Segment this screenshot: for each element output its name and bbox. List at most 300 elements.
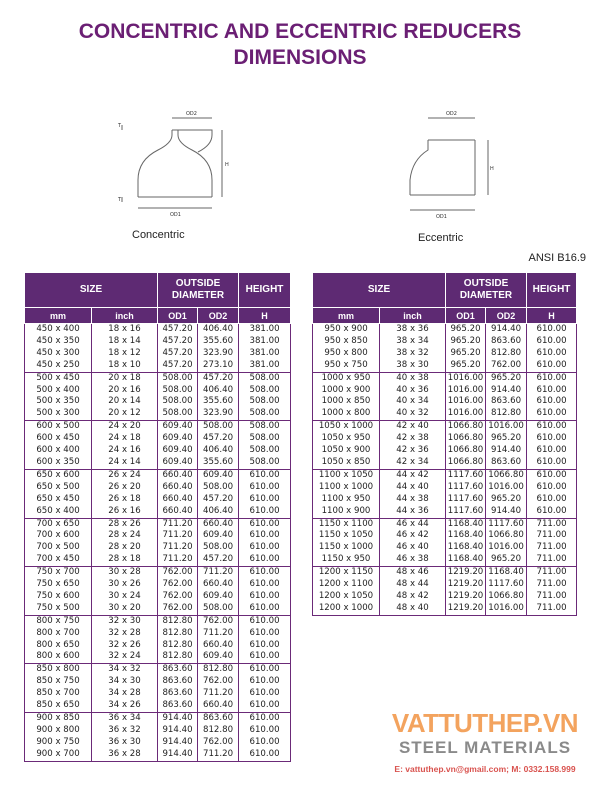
table-row (25, 457, 291, 469)
size-inch-cell: 48 x 40 (380, 603, 446, 615)
od2-cell: 508.00 (198, 603, 239, 615)
size-mm-cell: 1050 x 1000 (313, 421, 380, 433)
table-row (25, 713, 291, 725)
table-row (25, 567, 291, 579)
height-cell: 610.00 (527, 408, 577, 420)
size-inch-cell: 28 x 24 (92, 530, 158, 542)
logo-name: VATTUTHEP.VN (391, 708, 579, 738)
od1-cell: 762.00 (158, 579, 198, 591)
h-header: H (239, 308, 291, 324)
height-cell: 610.00 (239, 664, 291, 676)
table-row (25, 494, 291, 506)
od2-cell: 965.20 (486, 433, 527, 445)
eccentric-h-label: H (490, 166, 494, 172)
size-inch-cell: 24 x 18 (92, 433, 158, 445)
height-cell: 610.00 (239, 554, 291, 566)
table-row (25, 360, 291, 372)
od2-cell: 965.20 (486, 554, 527, 566)
size-inch-cell: 34 x 32 (92, 664, 158, 676)
od1-cell: 965.20 (446, 336, 486, 348)
height-cell: 610.00 (527, 494, 577, 506)
height-cell: 508.00 (239, 433, 291, 445)
table-row (313, 324, 577, 336)
height-cell: 610.00 (527, 469, 577, 481)
height-cell: 610.00 (239, 579, 291, 591)
size-inch-cell: 44 x 40 (380, 482, 446, 494)
size-inch-cell: 38 x 36 (380, 324, 446, 336)
size-mm-cell: 750 x 700 (25, 567, 92, 579)
size-inch-cell: 24 x 16 (92, 445, 158, 457)
height-cell: 610.00 (239, 482, 291, 494)
table-row (25, 676, 291, 688)
concentric-t-label-bottom: T (118, 197, 122, 203)
mm-header: mm (313, 308, 380, 324)
size-inch-cell: 20 x 12 (92, 408, 158, 420)
eccentric-caption: Eccentric (418, 232, 464, 244)
table-row (313, 579, 577, 591)
table-row (25, 591, 291, 603)
size-mm-cell: 650 x 500 (25, 482, 92, 494)
table-row (313, 433, 577, 445)
od2-cell: 457.20 (198, 372, 239, 384)
size-mm-cell: 600 x 450 (25, 433, 92, 445)
od1-cell: 1016.00 (446, 408, 486, 420)
od1-cell: 457.20 (158, 348, 198, 360)
table-row (313, 506, 577, 518)
size-inch-cell: 26 x 18 (92, 494, 158, 506)
mm-header: mm (25, 308, 92, 324)
table-row (25, 542, 291, 554)
size-inch-cell: 28 x 26 (92, 518, 158, 530)
height-cell: 610.00 (239, 506, 291, 518)
size-inch-cell: 28 x 20 (92, 542, 158, 554)
size-inch-cell: 20 x 16 (92, 385, 158, 397)
od2-cell: 1066.80 (486, 591, 527, 603)
inch-header: inch (380, 308, 446, 324)
height-cell: 610.00 (239, 542, 291, 554)
size-mm-cell: 1150 x 950 (313, 554, 380, 566)
size-mm-cell: 450 x 400 (25, 324, 92, 336)
od2-cell: 1066.80 (486, 469, 527, 481)
table-row (313, 530, 577, 542)
od1-cell: 660.40 (158, 494, 198, 506)
height-cell: 610.00 (527, 482, 577, 494)
od2-cell: 711.20 (198, 628, 239, 640)
od1-cell: 863.60 (158, 700, 198, 712)
table-row (25, 385, 291, 397)
height-cell: 610.00 (527, 396, 577, 408)
od2-cell: 812.80 (198, 725, 239, 737)
table-row (25, 348, 291, 360)
table-row (25, 469, 291, 481)
od1-cell: 812.80 (158, 651, 198, 663)
size-mm-cell: 450 x 350 (25, 336, 92, 348)
height-cell: 610.00 (527, 336, 577, 348)
height-cell: 711.00 (527, 530, 577, 542)
od2-cell: 609.40 (198, 530, 239, 542)
size-inch-cell: 44 x 36 (380, 506, 446, 518)
od2-cell: 863.60 (486, 396, 527, 408)
height-cell: 610.00 (239, 518, 291, 530)
size-inch-cell: 40 x 34 (380, 396, 446, 408)
height-cell: 610.00 (527, 457, 577, 469)
od1-cell: 1219.20 (446, 603, 486, 615)
size-mm-cell: 700 x 600 (25, 530, 92, 542)
logo-contact: E: vattuthep.vn@gmail.com; M: 0332.158.999 (394, 764, 576, 774)
height-cell: 508.00 (239, 421, 291, 433)
table-row (25, 482, 291, 494)
size-mm-cell: 900 x 700 (25, 749, 92, 761)
height-cell: 610.00 (239, 749, 291, 761)
size-inch-cell: 48 x 44 (380, 579, 446, 591)
size-mm-cell: 650 x 400 (25, 506, 92, 518)
od2-cell: 1016.00 (486, 421, 527, 433)
od2-cell: 1117.60 (486, 518, 527, 530)
od2-cell: 355.60 (198, 457, 239, 469)
od1-cell: 508.00 (158, 396, 198, 408)
size-inch-cell: 32 x 30 (92, 615, 158, 627)
height-cell: 610.00 (239, 725, 291, 737)
od2-cell: 660.40 (198, 518, 239, 530)
size-inch-cell: 36 x 28 (92, 749, 158, 761)
height-cell: 711.00 (527, 603, 577, 615)
table-row (313, 603, 577, 615)
size-mm-cell: 1100 x 1050 (313, 469, 380, 481)
od2-cell: 863.60 (486, 336, 527, 348)
od1-cell: 609.40 (158, 457, 198, 469)
height-cell: 381.00 (239, 324, 291, 336)
od1-cell: 457.20 (158, 324, 198, 336)
watermark-logo (374, 708, 596, 782)
height-cell: 381.00 (239, 348, 291, 360)
size-mm-cell: 600 x 500 (25, 421, 92, 433)
od1-cell: 660.40 (158, 482, 198, 494)
height-cell: 711.00 (527, 518, 577, 530)
table-row (25, 396, 291, 408)
od1-cell: 609.40 (158, 433, 198, 445)
size-mm-cell: 650 x 600 (25, 469, 92, 481)
size-mm-cell: 450 x 250 (25, 360, 92, 372)
table-row (25, 664, 291, 676)
height-cell: 711.00 (527, 554, 577, 566)
height-cell: 610.00 (239, 688, 291, 700)
table-row (25, 433, 291, 445)
size-mm-cell: 700 x 450 (25, 554, 92, 566)
size-inch-cell: 34 x 28 (92, 688, 158, 700)
size-inch-cell: 42 x 40 (380, 421, 446, 433)
size-mm-cell: 700 x 650 (25, 518, 92, 530)
height-cell: 610.00 (239, 651, 291, 663)
table-row (313, 494, 577, 506)
table-row (313, 385, 577, 397)
logo-subtitle: STEEL MATERIALS (398, 738, 572, 757)
size-inch-cell: 26 x 20 (92, 482, 158, 494)
od1-cell: 863.60 (158, 676, 198, 688)
concentric-h-label: H (225, 162, 229, 168)
od1-cell: 1219.20 (446, 579, 486, 591)
height-cell: 610.00 (527, 385, 577, 397)
size-inch-cell: 40 x 38 (380, 372, 446, 384)
size-mm-cell: 500 x 400 (25, 385, 92, 397)
height-cell: 508.00 (239, 445, 291, 457)
od1-cell: 1168.40 (446, 518, 486, 530)
od2-cell: 914.40 (486, 385, 527, 397)
height-cell: 610.00 (239, 615, 291, 627)
od2-cell: 660.40 (198, 640, 239, 652)
od1-cell: 762.00 (158, 591, 198, 603)
size-inch-cell: 30 x 26 (92, 579, 158, 591)
outside-diameter-header: OUTSIDE DIAMETER (158, 273, 239, 308)
size-mm-cell: 500 x 350 (25, 396, 92, 408)
height-cell: 610.00 (239, 567, 291, 579)
od1-cell: 1219.20 (446, 567, 486, 579)
size-inch-cell: 46 x 42 (380, 530, 446, 542)
od1-cell: 660.40 (158, 469, 198, 481)
height-cell: 610.00 (527, 372, 577, 384)
od2-header: OD2 (486, 308, 527, 324)
height-cell: 610.00 (239, 603, 291, 615)
table-row (313, 542, 577, 554)
table-row (25, 554, 291, 566)
size-mm-cell: 500 x 450 (25, 372, 92, 384)
od2-cell: 406.40 (198, 385, 239, 397)
height-cell: 711.00 (527, 567, 577, 579)
size-inch-cell: 38 x 34 (380, 336, 446, 348)
size-inch-cell: 44 x 42 (380, 469, 446, 481)
table-row (313, 554, 577, 566)
od1-cell: 1168.40 (446, 530, 486, 542)
size-inch-cell: 18 x 14 (92, 336, 158, 348)
table-row (25, 421, 291, 433)
size-inch-cell: 38 x 30 (380, 360, 446, 372)
size-header: SIZE (25, 273, 158, 308)
od1-cell: 1016.00 (446, 385, 486, 397)
size-inch-cell: 38 x 32 (380, 348, 446, 360)
od2-cell: 406.40 (198, 506, 239, 518)
od2-cell: 1016.00 (486, 542, 527, 554)
size-inch-cell: 40 x 36 (380, 385, 446, 397)
od2-cell: 1117.60 (486, 579, 527, 591)
table-row (25, 324, 291, 336)
od2-cell: 406.40 (198, 324, 239, 336)
size-mm-cell: 800 x 750 (25, 615, 92, 627)
od1-cell: 508.00 (158, 408, 198, 420)
size-mm-cell: 1050 x 900 (313, 445, 380, 457)
concentric-od2-label: OD2 (186, 111, 197, 117)
table-row (25, 506, 291, 518)
height-cell: 711.00 (527, 591, 577, 603)
height-cell: 381.00 (239, 336, 291, 348)
table-row (313, 372, 577, 384)
od1-cell: 1066.80 (446, 445, 486, 457)
eccentric-reducer-drawing (390, 100, 510, 230)
od2-cell: 457.20 (198, 494, 239, 506)
size-inch-cell: 24 x 20 (92, 421, 158, 433)
size-mm-cell: 500 x 300 (25, 408, 92, 420)
size-mm-cell: 700 x 500 (25, 542, 92, 554)
size-mm-cell: 900 x 850 (25, 713, 92, 725)
od1-cell: 1117.60 (446, 469, 486, 481)
od2-cell: 1016.00 (486, 603, 527, 615)
od1-cell: 1117.60 (446, 506, 486, 518)
page-title: CONCENTRIC AND ECCENTRIC REDUCERS (78, 20, 522, 43)
table-row (25, 651, 291, 663)
size-mm-cell: 1100 x 900 (313, 506, 380, 518)
od1-cell: 812.80 (158, 628, 198, 640)
od1-cell: 609.40 (158, 445, 198, 457)
table-row (313, 421, 577, 433)
height-cell: 610.00 (239, 530, 291, 542)
od1-cell: 1117.60 (446, 482, 486, 494)
size-mm-cell: 1150 x 1050 (313, 530, 380, 542)
table-row (313, 469, 577, 481)
od2-header: OD2 (198, 308, 239, 324)
size-mm-cell: 950 x 750 (313, 360, 380, 372)
eccentric-od1-label: OD1 (436, 214, 447, 220)
size-inch-cell: 34 x 26 (92, 700, 158, 712)
height-cell: 610.00 (239, 737, 291, 749)
od2-cell: 1066.80 (486, 530, 527, 542)
od1-cell: 762.00 (158, 567, 198, 579)
size-inch-cell: 18 x 10 (92, 360, 158, 372)
size-inch-cell: 42 x 38 (380, 433, 446, 445)
height-header: HEIGHT (527, 273, 577, 308)
size-mm-cell: 950 x 900 (313, 324, 380, 336)
table-row (313, 482, 577, 494)
height-cell: 610.00 (527, 421, 577, 433)
od1-cell: 1066.80 (446, 457, 486, 469)
eccentric-od2-label: OD2 (446, 111, 457, 117)
size-inch-cell: 46 x 40 (380, 542, 446, 554)
od1-cell: 812.80 (158, 615, 198, 627)
od1-cell: 457.20 (158, 360, 198, 372)
table-row (25, 579, 291, 591)
size-mm-cell: 850 x 650 (25, 700, 92, 712)
od2-cell: 406.40 (198, 445, 239, 457)
size-inch-cell: 32 x 26 (92, 640, 158, 652)
size-inch-cell: 26 x 16 (92, 506, 158, 518)
od1-cell: 1168.40 (446, 542, 486, 554)
size-mm-cell: 450 x 300 (25, 348, 92, 360)
concentric-caption: Concentric (132, 229, 185, 241)
od1-cell: 609.40 (158, 421, 198, 433)
h-header: H (527, 308, 577, 324)
od2-cell: 812.80 (486, 408, 527, 420)
od2-cell: 762.00 (198, 615, 239, 627)
od2-cell: 863.60 (486, 457, 527, 469)
od2-cell: 914.40 (486, 324, 527, 336)
size-mm-cell: 1000 x 900 (313, 385, 380, 397)
height-cell: 508.00 (239, 408, 291, 420)
table-row (25, 640, 291, 652)
od2-cell: 762.00 (198, 676, 239, 688)
height-cell: 711.00 (527, 542, 577, 554)
od1-cell: 762.00 (158, 603, 198, 615)
height-cell: 610.00 (239, 469, 291, 481)
height-cell: 711.00 (527, 579, 577, 591)
od2-cell: 609.40 (198, 651, 239, 663)
page-subtitle: DIMENSIONS (233, 46, 367, 69)
height-cell: 508.00 (239, 396, 291, 408)
od1-cell: 1168.40 (446, 554, 486, 566)
size-mm-cell: 1100 x 1000 (313, 482, 380, 494)
od2-cell: 457.20 (198, 554, 239, 566)
size-inch-cell: 42 x 36 (380, 445, 446, 457)
size-inch-cell: 36 x 34 (92, 713, 158, 725)
od1-cell: 1066.80 (446, 421, 486, 433)
size-mm-cell: 1050 x 950 (313, 433, 380, 445)
od1-cell: 508.00 (158, 385, 198, 397)
table-row (25, 628, 291, 640)
size-mm-cell: 850 x 800 (25, 664, 92, 676)
size-inch-cell: 20 x 14 (92, 396, 158, 408)
od2-cell: 711.20 (198, 749, 239, 761)
od1-cell: 965.20 (446, 324, 486, 336)
size-inch-cell: 48 x 46 (380, 567, 446, 579)
table-row (25, 749, 291, 761)
size-mm-cell: 600 x 400 (25, 445, 92, 457)
height-cell: 610.00 (239, 640, 291, 652)
size-mm-cell: 950 x 850 (313, 336, 380, 348)
size-mm-cell: 1150 x 1100 (313, 518, 380, 530)
od2-cell: 355.60 (198, 336, 239, 348)
size-mm-cell: 1000 x 850 (313, 396, 380, 408)
table-row (313, 457, 577, 469)
height-cell: 610.00 (239, 628, 291, 640)
od1-cell: 914.40 (158, 713, 198, 725)
od1-cell: 1117.60 (446, 494, 486, 506)
size-mm-cell: 750 x 500 (25, 603, 92, 615)
od1-cell: 508.00 (158, 372, 198, 384)
size-inch-cell: 32 x 24 (92, 651, 158, 663)
size-inch-cell: 30 x 24 (92, 591, 158, 603)
od1-cell: 965.20 (446, 348, 486, 360)
size-inch-cell: 48 x 42 (380, 591, 446, 603)
od1-cell: 1016.00 (446, 396, 486, 408)
size-header: SIZE (313, 273, 446, 308)
od2-cell: 508.00 (198, 482, 239, 494)
height-cell: 610.00 (239, 676, 291, 688)
od1-cell: 965.20 (446, 360, 486, 372)
height-cell: 610.00 (239, 713, 291, 725)
table-row (313, 348, 577, 360)
od2-cell: 711.20 (198, 567, 239, 579)
od2-cell: 1016.00 (486, 482, 527, 494)
od1-cell: 863.60 (158, 664, 198, 676)
table-row (313, 591, 577, 603)
size-mm-cell: 800 x 650 (25, 640, 92, 652)
height-cell: 610.00 (527, 348, 577, 360)
od2-cell: 1168.40 (486, 567, 527, 579)
size-inch-cell: 46 x 44 (380, 518, 446, 530)
od1-cell: 1219.20 (446, 591, 486, 603)
od1-cell: 711.20 (158, 542, 198, 554)
size-inch-cell: 32 x 28 (92, 628, 158, 640)
od2-cell: 812.80 (486, 348, 527, 360)
height-cell: 610.00 (527, 324, 577, 336)
size-inch-cell: 46 x 38 (380, 554, 446, 566)
size-inch-cell: 28 x 18 (92, 554, 158, 566)
od2-cell: 965.20 (486, 494, 527, 506)
height-cell: 610.00 (527, 360, 577, 372)
od2-cell: 323.90 (198, 348, 239, 360)
od2-cell: 508.00 (198, 542, 239, 554)
od1-cell: 914.40 (158, 737, 198, 749)
table-row (25, 615, 291, 627)
od2-cell: 457.20 (198, 433, 239, 445)
right-dimension-table (312, 272, 577, 616)
size-mm-cell: 850 x 750 (25, 676, 92, 688)
